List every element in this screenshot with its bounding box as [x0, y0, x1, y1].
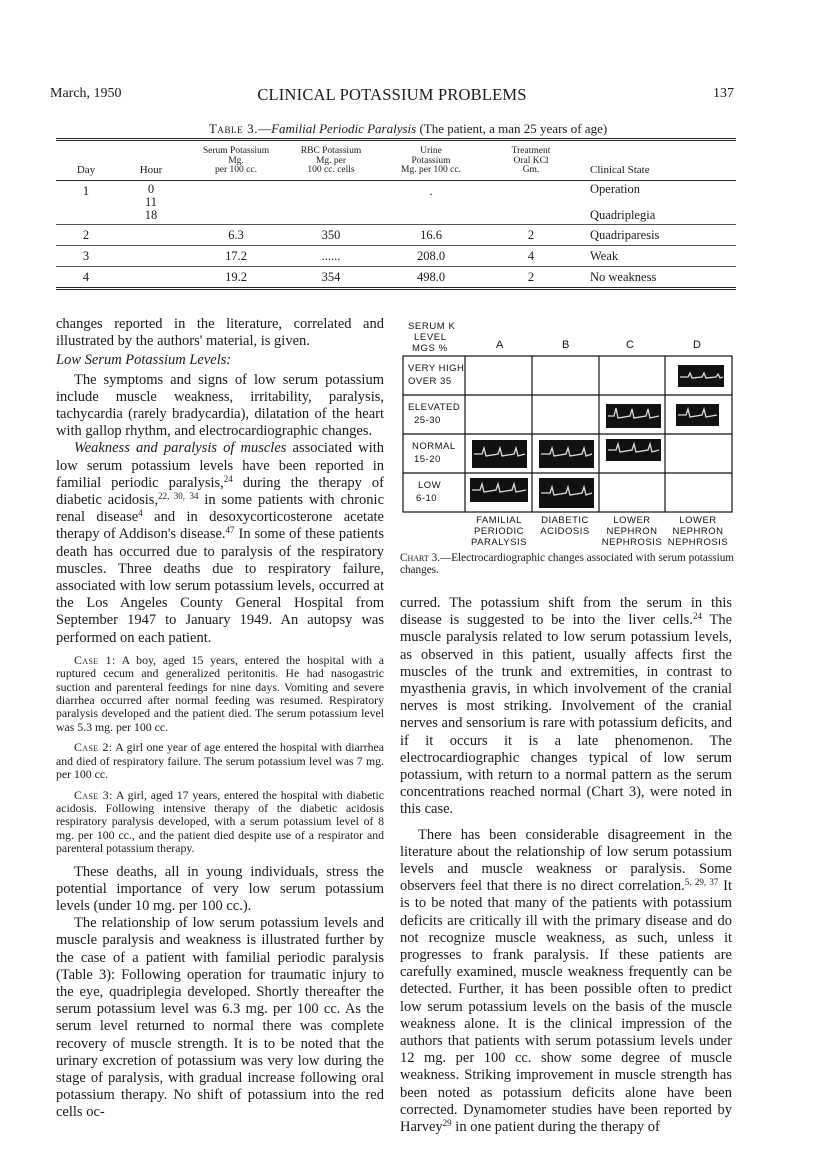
row-label: ELEVATED	[408, 402, 461, 413]
table-row	[56, 180, 736, 224]
chart-label: Chart 3.	[400, 552, 441, 564]
row-header-line: LEVEL	[414, 332, 447, 343]
ecg-strip-b-normal	[539, 440, 594, 468]
running-title: CLINICAL POTASSIUM PROBLEMS	[257, 85, 527, 104]
ecg-strip-a-low	[470, 478, 528, 502]
column-footer: NEPHROSIS	[601, 537, 663, 548]
column-footer: DIABETIC	[541, 515, 589, 526]
ecg-strip-c-elevated	[606, 404, 661, 428]
cell-state: Operation Quadriplegia	[590, 181, 656, 222]
row-header-line: MGS %	[412, 343, 448, 354]
header-hour: Hour	[139, 164, 163, 176]
cell-rbc: 354	[286, 266, 376, 288]
table-row	[56, 224, 736, 245]
header-day: Day	[76, 164, 96, 176]
cell-serum: 6.3	[186, 224, 286, 245]
citation: 4	[138, 508, 143, 519]
paragraph: Weakness and paralysis of muscles associated with low serum potassium levels have been reported in familial periodic paralysis,$^{24}$ during the therapy of diabetic acidosis,$^{22, 30, 34}$ in some patients with chronic renal disease$^4$ and in desoxycorticosterone acetate therapy of Addison's disease.$^{47}$ In some of these patients death has occurred due to paralysis of the respiratory muscles. Three deaths due to respiratory failure, associated with low serum potassium levels, occurred at the Los Angeles County General Hospital from September 1947 to January 1949. An autopsy was performed on each patient.	[56, 440, 385, 646]
chart-ecg-grid	[400, 318, 736, 580]
citation: 5, 29, 37	[684, 877, 719, 888]
case-report-3: Case 3: A girl, aged 17 years, entered the hospital with diabetic acidosis. Following intensive therapy of the diabetic acidosis respiratory paralysis developed, with a serum potassium level of 8 mg. per 100 cc., and the patient died despite use of a respirator and parenteral potassium therapy.	[56, 787, 384, 856]
column-label-b: B	[562, 339, 570, 351]
cell-treatment: 2	[486, 266, 576, 288]
issue-date: March, 1950	[50, 86, 122, 101]
cell-rbc: ......	[286, 245, 376, 266]
ecg-grid-svg	[400, 318, 736, 548]
cell-serum: 17.2	[186, 245, 286, 266]
table-note: (The patient, a man 25 years of age)	[419, 121, 608, 136]
table-header-row	[56, 140, 736, 181]
paragraph: The relationship of low serum potassium levels and muscle paralysis and weakness is illustrated further by the case of a patient with familial periodic paralysis (Table 3): Following operation for traumatic injury to the eye, quadriplegia developed. Shortly thereafter the serum potassium level was 6.3 mg. per 100 cc. As the serum level returned to normal there was complete recovery of muscle strength. It is to be noted that the urinary excretion of potassium was very low during the stage of paralysis, with gradual increase following oral potassium therapy. No shift of potassium into the red cells oc-	[56, 915, 384, 1121]
table-title: Familial Periodic Paralysis	[271, 121, 417, 136]
citation: 24	[692, 611, 702, 622]
page-number: 137	[713, 86, 734, 101]
cell-serum	[186, 180, 286, 224]
row-label: 25-30	[414, 415, 441, 426]
ecg-strip-d-elevated	[676, 404, 719, 426]
cell-rbc: 350	[286, 224, 376, 245]
cell-treatment: 2	[486, 224, 576, 245]
column-label-a: A	[496, 339, 504, 351]
column-footer: NEPHRON	[672, 526, 724, 537]
column-footer: FAMILIAL	[476, 515, 522, 526]
running-header	[50, 86, 734, 108]
header-clinical-state: Clinical State	[590, 164, 650, 176]
ecg-strip-b-low	[539, 478, 594, 508]
paragraph: The symptoms and signs of low serum potassium include muscle weakness, irritability, paralysis, tachycardia (rarely bradycardia), dilatation of the heart with gallop rhythm, and electrocardiographic changes.	[56, 371, 384, 440]
cell-hours	[116, 245, 186, 266]
chart-caption-text: Electrocardiographic changes associated with serum potassium changes.	[400, 552, 734, 576]
column-footer: LOWER	[679, 515, 717, 526]
case-report-1: Case 1: A boy, aged 15 years, entered the hospital with a ruptured cecum and generalized peritonitis. He had nasogastric suction and parenteral feedings for nine days. Vomiting and severe diarrhea occurred after normal feeding was resumed. Respiratory paralysis developed and the patient died. The serum potassium level was 5.3 mg. per 100 cc.	[56, 652, 384, 734]
cell-hours: 0 11 18	[144, 181, 158, 222]
row-label: VERY HIGH	[408, 363, 465, 374]
row-label: LOW	[418, 480, 442, 491]
table-row	[56, 245, 736, 266]
cell-urine: 498.0	[376, 266, 486, 288]
column-footer: PARALYSIS	[471, 537, 527, 548]
cell-day: 4	[56, 266, 116, 288]
paragraph: These deaths, all in young individuals, stress the potential importance of very low serum potassium levels (under 10 mg. per 100 cc.).	[56, 863, 384, 914]
cell-state: Weak	[576, 245, 736, 266]
cell-treatment	[486, 180, 576, 224]
cell-day: 3	[56, 245, 116, 266]
right-column	[400, 595, 732, 1136]
table-familial-periodic-paralysis	[56, 138, 736, 290]
table-caption: Table 3.—Familial Periodic Paralysis (The patient, a man 25 years of age)	[208, 121, 608, 136]
header-serum-potassium: Serum Potassium Mg. per 100 cc.	[202, 146, 270, 175]
ecg-strip-c-normal	[606, 439, 661, 461]
cell-day: 2	[56, 224, 116, 245]
cell-hours	[116, 224, 186, 245]
header-urine-potassium: Urine Potassium Mg. per 100 cc.	[401, 146, 461, 175]
cell-day: 1	[82, 183, 90, 198]
table-label: Table 3.	[208, 121, 259, 136]
section-heading: Low Serum Potassium Levels:	[56, 352, 232, 369]
column-label-c: C	[626, 339, 635, 351]
ecg-strip-a-normal	[472, 440, 527, 468]
header-treatment: Treatment Oral KCl Gm.	[511, 146, 551, 175]
column-footer: NEPHROSIS	[667, 537, 729, 548]
cell-hours	[116, 266, 186, 288]
cell-urine: .	[429, 183, 433, 198]
cell-serum: 19.2	[186, 266, 286, 288]
column-footer: PERIODIC	[474, 526, 524, 537]
column-label-d: D	[693, 339, 702, 351]
row-label: NORMAL	[412, 441, 456, 452]
paragraph: There has been considerable disagreement in the literature about the relationship of low serum potassium levels and muscle weakness or paralysis. Some observers feel that there is no direct correlation.$^{5, 29, 37}$ It is to be noted that many of the patients with potassium deficits are critically ill with the primary disease and do not recognize muscle weakness, as such, unless it progresses to frank paralysis. If these patients are carefully examined, muscle weakness frequently can be detected. Further, it has been possible often to predict low serum potassium levels on the basis of the muscle weakness alone. It is the clinical impression of the authors that patients with serum potassium levels under 12 mg. per 100 cc. show some degree of muscle weakness. Striking improvement in muscle strength has been noted as potassium deficits alone have been corrected. Dynamometer studies have been reported by Harvey$^{29}$ in one patient during the therapy of	[400, 826, 733, 1136]
cell-state: No weakness	[576, 266, 736, 288]
column-footer: LOWER	[613, 515, 651, 526]
row-label: OVER 35	[408, 376, 452, 387]
cell-urine: 208.0	[376, 245, 486, 266]
table-row	[56, 266, 736, 288]
row-label: 15-20	[414, 454, 441, 465]
row-label: 6-10	[416, 493, 438, 504]
citation: 22, 30, 34	[158, 491, 199, 502]
cell-urine: 16.6	[376, 224, 486, 245]
cell-state: Quadriparesis	[576, 224, 736, 245]
ecg-strip-d-very-high	[678, 365, 724, 387]
column-footer: NEPHRON	[606, 526, 658, 537]
left-column	[56, 316, 384, 1122]
paragraph: changes reported in the literature, correlated and illustrated by the authors' material, is given.	[56, 316, 384, 350]
citation: 29	[442, 1118, 452, 1129]
cell-treatment: 4	[486, 245, 576, 266]
chart-caption: Chart 3.—Electrocardiographic changes associated with serum potassium changes.	[400, 552, 734, 576]
header-rbc-potassium: RBC Potassium Mg. per 100 cc. cells	[300, 146, 362, 175]
cell-rbc	[286, 180, 376, 224]
citation: 47	[225, 525, 235, 536]
row-header-line: SERUM K	[408, 321, 456, 332]
column-footer: ACIDOSIS	[540, 526, 590, 537]
case-report-2: Case 2: A girl one year of age entered the hospital with diarrhea and died of respiratory failure. The serum potassium level was 7 mg. per 100 cc.	[56, 740, 384, 782]
citation: 24	[223, 473, 233, 484]
paragraph: curred. The potassium shift from the serum in this disease is suggested to be into the liver cells.$^{24}$ The muscle paralysis related to low serum potassium levels, as observed in this patient, usually affects first the muscles of the trunk and extremities, in contrast to myasthenia gravis, in which involvement of the cranial nerves is most striking. Involvement of the cranial nerves and sensorium is rare with potassium deficits, and if it occurs it is a late phenomenon. The electrocardiographic changes typical of low serum potassium, with return to a normal pattern as the serum concentrations reached normal (Chart 3), were noted in this case.	[400, 595, 733, 818]
